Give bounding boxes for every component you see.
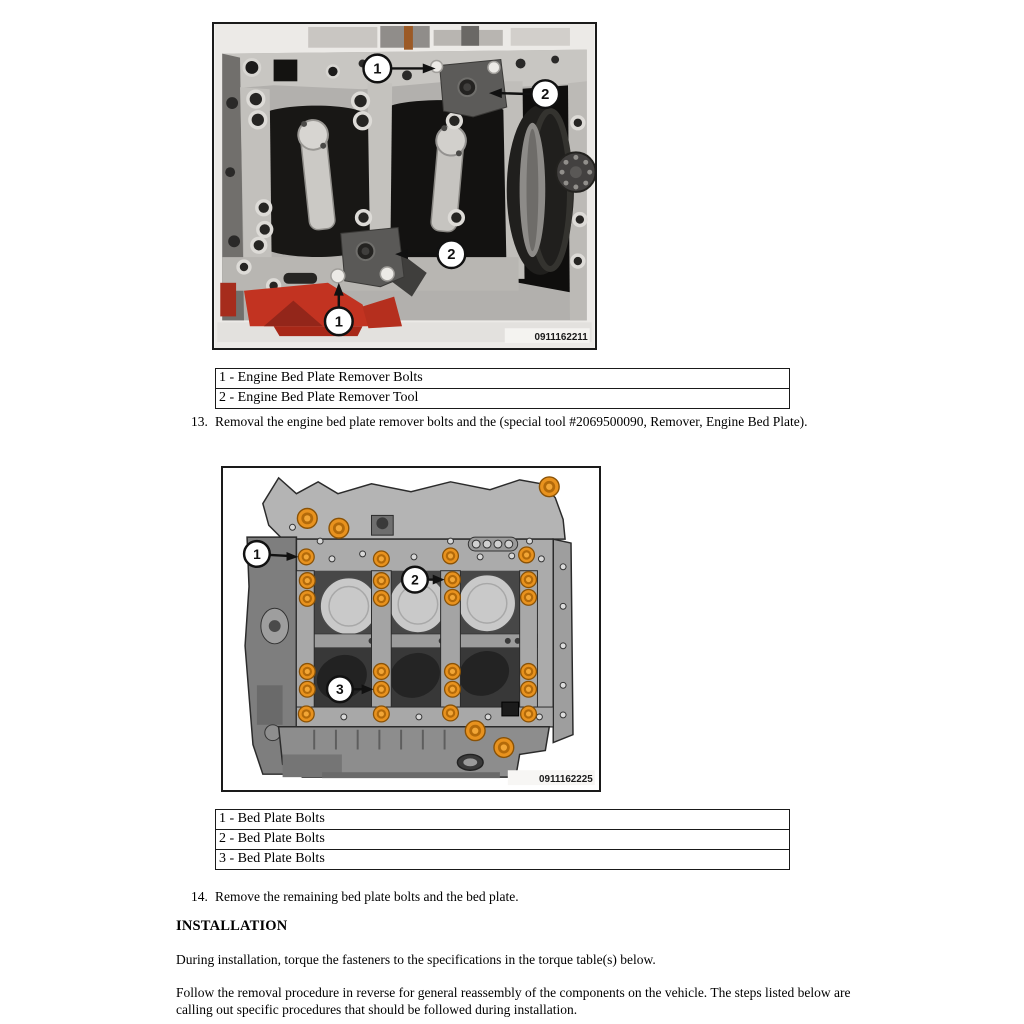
callout-3-label: 3 — [336, 681, 344, 698]
figure1-id-label: 0911162211 — [534, 332, 588, 344]
callout-2-bottom-label: 2 — [447, 247, 456, 264]
legend-cell: 2 - Engine Bed Plate Remover Tool — [216, 389, 790, 409]
table-row — [216, 830, 790, 850]
figure-bed-plate-bolts-drawing — [221, 466, 601, 792]
step-text: Remove the remaining bed plate bolts and the bed plate. — [215, 889, 519, 904]
callout-1-label: 1 — [253, 545, 261, 562]
table-row — [216, 369, 790, 389]
table-row — [216, 389, 790, 409]
table-row — [216, 850, 790, 870]
step-13 — [191, 413, 851, 432]
step-14 — [191, 888, 851, 907]
crankshaft — [507, 105, 574, 275]
step-text: Removal the engine bed plate remover bolts and the (special tool #2069500090, Remover, Engine Bed Plate). — [215, 414, 808, 429]
installation-paragraph-2: Follow the removal procedure in reverse for general reassembly of the components on the vehicle. The steps listed below are calling out specific procedures that should be followed during installation. — [176, 985, 851, 1017]
legend-table-remover — [215, 368, 790, 409]
callout-1-bottom-label: 1 — [334, 314, 343, 331]
installation-paragraph-1: During installation, torque the fasteners to the specifications in the torque table(s) below. — [176, 952, 656, 967]
legend-cell: 1 - Engine Bed Plate Remover Bolts — [216, 369, 790, 389]
legend-table-bed-plate — [215, 809, 790, 870]
timing-sprocket — [556, 152, 595, 192]
figure2-id-label: 0911162225 — [538, 774, 593, 786]
callout-2-label: 2 — [411, 571, 419, 588]
figure-bed-plate-remover-photo — [212, 22, 597, 350]
legend-cell: 1 - Bed Plate Bolts — [216, 810, 790, 830]
legend-cell: 3 - Bed Plate Bolts — [216, 850, 790, 870]
step-number: 13. — [191, 414, 208, 429]
legend-cell: 2 - Bed Plate Bolts — [216, 830, 790, 850]
table-row — [216, 810, 790, 830]
installation-heading: INSTALLATION — [176, 918, 288, 934]
callout-2-top-label: 2 — [541, 87, 550, 104]
step-number: 14. — [191, 889, 208, 904]
engine-photo-illustration — [214, 24, 595, 348]
engine-block-drawing — [245, 477, 573, 778]
callout-1-top-label: 1 — [373, 61, 382, 78]
bed-plate-illustration — [223, 468, 599, 790]
